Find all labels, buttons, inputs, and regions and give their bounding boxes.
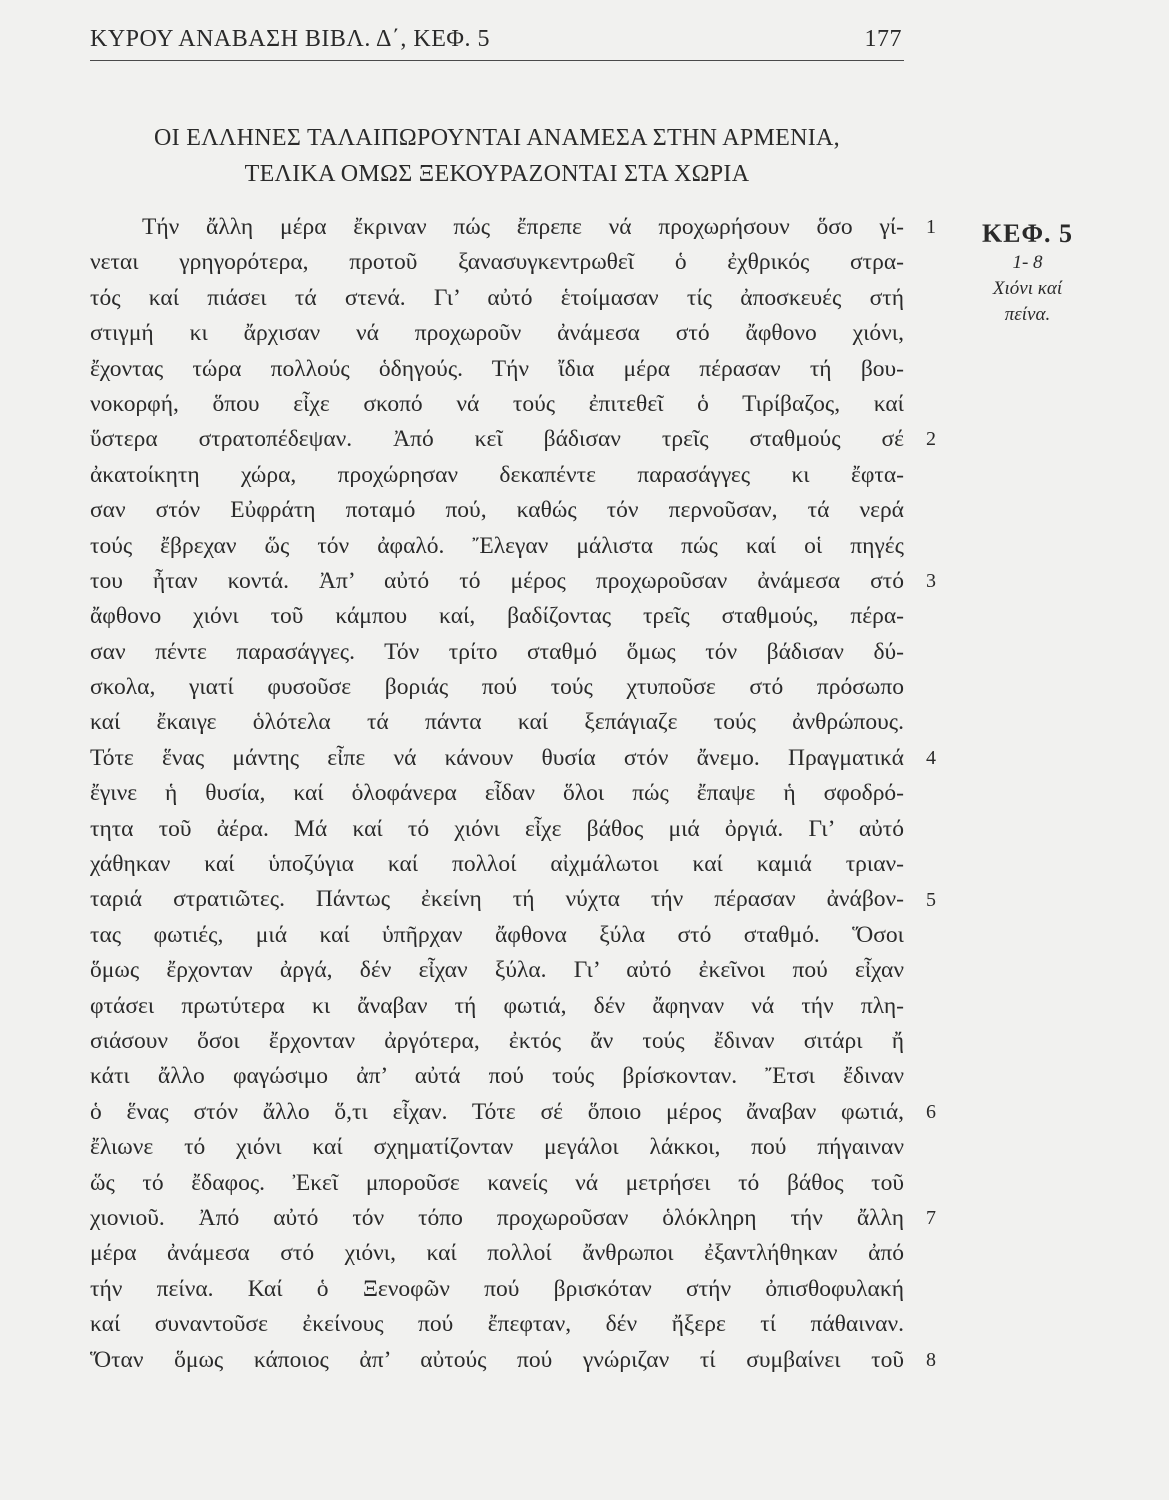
text-line: ὥς τό ἔδαφος. Ἐκεῖ μποροῦσε κανείς νά μετρήσει τό βάθος τοῦ xyxy=(90,1169,904,1196)
text-line: σαν πέντε παρασάγγες. Τόν τρίτο σταθμό ὅμως τόν βάδισαν δύ- xyxy=(90,638,904,665)
page-number: 177 xyxy=(864,26,902,52)
text-line: μέρα ἀνάμεσα στό χιόνι, καί πολλοί ἄνθρωποι ἐξαντλήθηκαν ἀπό xyxy=(90,1240,904,1267)
text-line: στιγμή κι ἄρχισαν νά προχωροῦν ἀνάμεσα στό ἄφθονο χιόνι, xyxy=(90,320,904,347)
margin-topic: πείνα. xyxy=(1004,304,1051,325)
margin-note xyxy=(955,218,1100,328)
running-header xyxy=(90,24,904,61)
section-number: 3 xyxy=(926,570,936,592)
text-line: του ἦταν κοντά. Ἀπ’ αὐτό τό μέρος προχωροῦσαν ἀνάμεσα στό xyxy=(90,567,904,594)
text-line: ἄφθονο χιόνι τοῦ κάμπου καί, βαδίζοντας τρεῖς σταθμούς, πέρα- xyxy=(90,603,904,630)
text-line: τητα τοῦ ἀέρα. Μά καί τό χιόνι εἶχε βάθος μιά ὀργιά. Γι’ αὐτό xyxy=(90,815,904,842)
section-number: 5 xyxy=(926,889,936,911)
text-line: ὕστερα στρατοπέδεψαν. Ἀπό κεῖ βάδισαν τρεῖς σταθμούς σέ xyxy=(90,426,904,453)
section-number: 1 xyxy=(926,216,936,238)
text-line: σιάσουν ὅσοι ἔρχονταν ἀργότερα, ἐκτός ἄν τούς ἔδιναν σιτάρι ἤ xyxy=(90,1027,904,1054)
text-line: ταριά στρατιῶτες. Πάντως ἐκείνη τή νύχτα τήν πέρασαν ἀνάβον- xyxy=(90,886,904,913)
text-line: ὅμως ἔρχονταν ἀργά, δέν εἶχαν ξύλα. Γι’ αὐτό ἐκεῖνοι πού εἶχαν xyxy=(90,957,904,984)
text-line: νοκορφή, ὅπου εἶχε σκοπό νά τούς ἐπιτεθεῖ ὁ Τιρίβαζος, καί xyxy=(90,390,904,417)
text-line: σαν στόν Εὐφράτη ποταμό πού, καθώς τόν περνοῦσαν, τά νερά xyxy=(90,497,904,524)
text-line: κάτι ἄλλο φαγώσιμο ἀπ’ αὐτά πού τούς βρίσκονταν. Ἔτσι ἔδιναν xyxy=(90,1063,904,1090)
text-line: ἔλιωνε τό χιόνι καί σχηματίζονταν μεγάλοι λάκκοι, πού πήγαιναν xyxy=(90,1134,904,1161)
text-line: χάθηκαν καί ὑποζύγια καί πολλοί αἰχμάλωτοι καί καμιά τριαν- xyxy=(90,851,904,878)
text-line: φτάσει πρωτύτερα κι ἄναβαν τή φωτιά, δέν ἄφηναν νά τήν πλη- xyxy=(90,992,904,1019)
margin-range: 1- 8 xyxy=(1012,252,1043,273)
text-line: τούς ἔβρεχαν ὥς τόν ἀφαλό. Ἔλεγαν μάλιστα πώς καί οἱ πηγές xyxy=(90,532,904,559)
section-heading xyxy=(90,120,904,192)
section-heading-line: ΟΙ ΕΛΛΗΝΕΣ ΤΑΛΑΙΠΩΡΟΥΝΤΑΙ ΑΝΑΜΕΣΑ ΣΤΗΝ ΑΡΜΕΝΙΑ, xyxy=(154,125,840,151)
body-text xyxy=(90,210,904,1378)
text-line: τός καί πιάσει τά στενά. Γι’ αὐτό ἑτοίμασαν τίς ἀποσκευές στή xyxy=(90,284,904,311)
text-line: τήν πείνα. Καί ὁ Ξενοφῶν πού βρισκόταν στήν ὀπισθοφυλακή xyxy=(90,1275,904,1302)
text-line: τας φωτιές, μιά καί ὑπῆρχαν ἄφθονα ξύλα στό σταθμό. Ὅσοι xyxy=(90,921,904,948)
section-number: 8 xyxy=(926,1349,936,1371)
text-line: καί ἔκαιγε ὁλότελα τά πάντα καί ξεπάγιαζε τούς ἀνθρώπους. xyxy=(90,709,904,736)
text-line: Τότε ἕνας μάντης εἶπε νά κάνουν θυσία στόν ἄνεμο. Πραγματικά xyxy=(90,744,904,771)
margin-chapter: ΚΕΦ. 5 xyxy=(981,219,1074,248)
text-line: χιονιοῦ. Ἀπό αὐτό τόν τόπο προχωροῦσαν ὁλόκληρη τήν ἄλλη xyxy=(90,1204,904,1231)
section-number: 6 xyxy=(926,1101,936,1123)
running-title: ΚΥΡΟΥ ΑΝΑΒΑΣΗ ΒΙΒΛ. Δ΄, ΚΕΦ. 5 xyxy=(90,26,490,52)
section-number: 7 xyxy=(926,1207,936,1229)
text-line: ἔχοντας τώρα πολλούς ὁδηγούς. Τήν ἴδια μέρα πέρασαν τή βου- xyxy=(90,355,904,382)
text-line: ἔγινε ἡ θυσία, καί ὁλοφάνερα εἶδαν ὅλοι πώς ἔπαψε ἡ σφοδρό- xyxy=(90,780,904,807)
section-heading-line: ΤΕΛΙΚΑ ΟΜΩΣ ΞΕΚΟΥΡΑΖΟΝΤΑΙ ΣΤΑ ΧΩΡΙΑ xyxy=(244,161,750,187)
text-line: Τήν ἄλλη μέρα ἔκριναν πώς ἔπρεπε νά προχωρήσουν ὅσο γί- xyxy=(142,214,904,240)
text-line: σκολα, γιατί φυσοῦσε βοριάς πού τούς χτυποῦσε στό πρόσωπο xyxy=(90,674,904,701)
text-line: ὁ ἕνας στόν ἄλλο ὅ,τι εἶχαν. Τότε σέ ὅποιο μέρος ἄναβαν φωτιά, xyxy=(90,1098,904,1125)
section-number: 4 xyxy=(926,747,936,769)
text-line: νεται γρηγορότερα, προτοῦ ξανασυγκεντρωθεῖ ὁ ἐχθρικός στρα- xyxy=(90,249,904,276)
text-line: καί συναντοῦσε ἐκείνους πού ἔπεφταν, δέν ἤξερε τί πάθαιναν. xyxy=(90,1311,904,1338)
text-line: ἀκατοίκητη χώρα, προχώρησαν δεκαπέντε παρασάγγες κι ἔφτα- xyxy=(90,461,904,488)
section-number: 2 xyxy=(926,428,936,450)
text-line: Ὅταν ὅμως κάποιος ἀπ’ αὐτούς πού γνώριζαν τί συμβαίνει τοῦ xyxy=(90,1346,904,1373)
margin-topic: Χιόνι καί xyxy=(992,278,1063,299)
